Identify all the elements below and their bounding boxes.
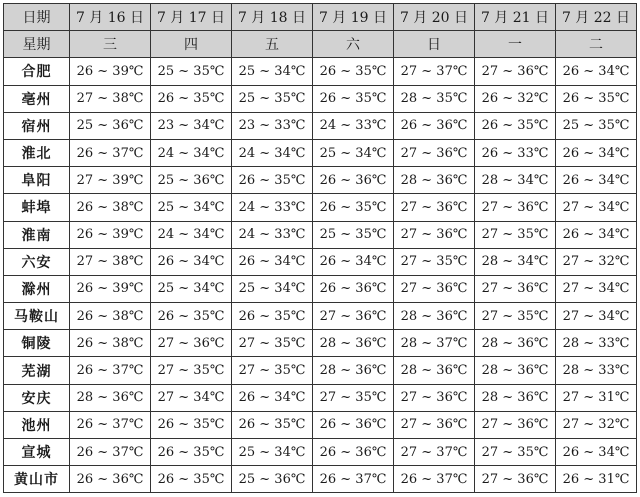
- temperature-cell: 26 ~ 35℃: [313, 194, 394, 221]
- weekday-header-cell: 五: [232, 31, 313, 58]
- temperature-cell: 27 ~ 35℃: [232, 330, 313, 357]
- temperature-cell: 26 ~ 35℃: [313, 85, 394, 112]
- temperature-cell: 26 ~ 35℃: [151, 85, 232, 112]
- temperature-cell: 25 ~ 34℃: [313, 139, 394, 166]
- table-row: [4, 384, 637, 411]
- temperature-cell: 26 ~ 34℃: [556, 167, 637, 194]
- temperature-cell: 25 ~ 35℃: [313, 221, 394, 248]
- temperature-cell: 27 ~ 36℃: [475, 411, 556, 438]
- temperature-cell: 27 ~ 35℃: [475, 221, 556, 248]
- temperature-cell: 28 ~ 36℃: [313, 357, 394, 384]
- temperature-cell: 27 ~ 34℃: [556, 303, 637, 330]
- temperature-cell: 28 ~ 33℃: [556, 357, 637, 384]
- city-name-cell: 滁州: [4, 275, 70, 302]
- temperature-cell: 26 ~ 35℃: [232, 303, 313, 330]
- temperature-cell: 27 ~ 32℃: [556, 248, 637, 275]
- forecast-table: [3, 3, 637, 493]
- temperature-cell: 24 ~ 34℃: [232, 139, 313, 166]
- temperature-cell: 27 ~ 38℃: [70, 248, 151, 275]
- date-header-cell: 7 月 19 日: [313, 4, 394, 31]
- date-header-cell: 7 月 20 日: [394, 4, 475, 31]
- temperature-cell: 26 ~ 35℃: [475, 112, 556, 139]
- temperature-cell: 27 ~ 35℃: [475, 303, 556, 330]
- temperature-cell: 28 ~ 36℃: [475, 384, 556, 411]
- temperature-cell: 25 ~ 34℃: [151, 194, 232, 221]
- table-row: [4, 85, 637, 112]
- temperature-cell: 27 ~ 31℃: [556, 384, 637, 411]
- temperature-cell: 27 ~ 36℃: [313, 303, 394, 330]
- temperature-cell: 26 ~ 34℃: [151, 248, 232, 275]
- table-row: [4, 275, 637, 302]
- temperature-cell: 25 ~ 36℃: [232, 466, 313, 493]
- table-row: [4, 303, 637, 330]
- weekday-header-cell: 四: [151, 31, 232, 58]
- date-header-cell: 7 月 18 日: [232, 4, 313, 31]
- temperature-cell: 27 ~ 35℃: [232, 357, 313, 384]
- temperature-cell: 26 ~ 36℃: [394, 112, 475, 139]
- temperature-cell: 28 ~ 36℃: [394, 167, 475, 194]
- temperature-cell: 25 ~ 36℃: [151, 167, 232, 194]
- table-row: [4, 248, 637, 275]
- temperature-cell: 26 ~ 35℃: [151, 411, 232, 438]
- temperature-cell: 26 ~ 38℃: [70, 330, 151, 357]
- temperature-cell: 27 ~ 36℃: [475, 194, 556, 221]
- temperature-cell: 28 ~ 34℃: [475, 167, 556, 194]
- temperature-cell: 26 ~ 32℃: [475, 85, 556, 112]
- temperature-cell: 25 ~ 36℃: [70, 112, 151, 139]
- weekday-label: 星期: [4, 31, 70, 58]
- table-row: [4, 194, 637, 221]
- temperature-cell: 26 ~ 38℃: [70, 303, 151, 330]
- temperature-cell: 26 ~ 33℃: [475, 139, 556, 166]
- temperature-cell: 26 ~ 35℃: [232, 167, 313, 194]
- temperature-cell: 25 ~ 35℃: [556, 112, 637, 139]
- city-name-cell: 安庆: [4, 384, 70, 411]
- temperature-cell: 27 ~ 36℃: [394, 275, 475, 302]
- temperature-cell: 25 ~ 35℃: [232, 85, 313, 112]
- temperature-cell: 28 ~ 37℃: [394, 330, 475, 357]
- table-row: [4, 357, 637, 384]
- temperature-cell: 26 ~ 35℃: [556, 85, 637, 112]
- temperature-cell: 27 ~ 34℃: [556, 275, 637, 302]
- temperature-cell: 27 ~ 36℃: [394, 221, 475, 248]
- temperature-cell: 26 ~ 34℃: [556, 58, 637, 85]
- city-name-cell: 淮南: [4, 221, 70, 248]
- temperature-cell: 25 ~ 34℃: [232, 439, 313, 466]
- temperature-cell: 27 ~ 38℃: [70, 85, 151, 112]
- date-header-cell: 7 月 21 日: [475, 4, 556, 31]
- weekday-header-cell: 三: [70, 31, 151, 58]
- temperature-cell: 25 ~ 34℃: [232, 58, 313, 85]
- temperature-cell: 25 ~ 35℃: [151, 58, 232, 85]
- temperature-cell: 26 ~ 36℃: [313, 439, 394, 466]
- temperature-cell: 26 ~ 38℃: [70, 194, 151, 221]
- temperature-cell: 26 ~ 31℃: [556, 466, 637, 493]
- temperature-cell: 26 ~ 36℃: [313, 411, 394, 438]
- city-name-cell: 阜阳: [4, 167, 70, 194]
- temperature-cell: 27 ~ 37℃: [394, 439, 475, 466]
- temperature-cell: 27 ~ 34℃: [556, 194, 637, 221]
- temperature-cell: 28 ~ 36℃: [475, 330, 556, 357]
- temperature-cell: 26 ~ 35℃: [151, 466, 232, 493]
- temperature-cell: 28 ~ 36℃: [313, 330, 394, 357]
- table-row: [4, 221, 637, 248]
- temperature-cell: 26 ~ 34℃: [556, 139, 637, 166]
- weekday-header-cell: 日: [394, 31, 475, 58]
- table-row: [4, 330, 637, 357]
- city-name-cell: 宿州: [4, 112, 70, 139]
- city-name-cell: 宣城: [4, 439, 70, 466]
- temperature-cell: 26 ~ 36℃: [313, 167, 394, 194]
- temperature-cell: 27 ~ 36℃: [394, 139, 475, 166]
- temperature-cell: 28 ~ 35℃: [394, 85, 475, 112]
- table-body: [4, 58, 637, 493]
- temperature-cell: 26 ~ 35℃: [232, 411, 313, 438]
- temperature-cell: 26 ~ 37℃: [313, 466, 394, 493]
- temperature-cell: 27 ~ 35℃: [313, 384, 394, 411]
- temperature-cell: 27 ~ 34℃: [151, 384, 232, 411]
- city-name-cell: 黄山市: [4, 466, 70, 493]
- weekday-header-cell: 六: [313, 31, 394, 58]
- city-name-cell: 蚌埠: [4, 194, 70, 221]
- table-row: [4, 139, 637, 166]
- date-header-row: [4, 4, 637, 31]
- temperature-cell: 26 ~ 35℃: [151, 439, 232, 466]
- table-row: [4, 58, 637, 85]
- weekday-header-cell: 一: [475, 31, 556, 58]
- date-header-cell: 7 月 16 日: [70, 4, 151, 31]
- temperature-cell: 26 ~ 37℃: [70, 357, 151, 384]
- temperature-cell: 26 ~ 34℃: [556, 221, 637, 248]
- city-name-cell: 马鞍山: [4, 303, 70, 330]
- temperature-cell: 26 ~ 34℃: [232, 384, 313, 411]
- weekday-header-row: [4, 31, 637, 58]
- table-row: [4, 466, 637, 493]
- temperature-cell: 26 ~ 37℃: [70, 411, 151, 438]
- city-name-cell: 芜湖: [4, 357, 70, 384]
- temperature-cell: 26 ~ 34℃: [313, 248, 394, 275]
- temperature-cell: 28 ~ 33℃: [556, 330, 637, 357]
- temperature-cell: 27 ~ 36℃: [475, 466, 556, 493]
- temperature-cell: 27 ~ 39℃: [70, 167, 151, 194]
- temperature-cell: 23 ~ 34℃: [151, 112, 232, 139]
- temperature-cell: 28 ~ 36℃: [475, 357, 556, 384]
- city-name-cell: 六安: [4, 248, 70, 275]
- city-name-cell: 池州: [4, 411, 70, 438]
- date-header-cell: 7 月 22 日: [556, 4, 637, 31]
- temperature-cell: 27 ~ 36℃: [475, 275, 556, 302]
- temperature-cell: 26 ~ 36℃: [70, 466, 151, 493]
- table-row: [4, 112, 637, 139]
- temperature-cell: 28 ~ 36℃: [70, 384, 151, 411]
- temperature-cell: 27 ~ 32℃: [556, 411, 637, 438]
- corner-label: 日期: [4, 4, 70, 31]
- temperature-cell: 26 ~ 37℃: [70, 439, 151, 466]
- temperature-cell: 26 ~ 39℃: [70, 275, 151, 302]
- temperature-cell: 28 ~ 36℃: [394, 357, 475, 384]
- temperature-cell: 26 ~ 37℃: [394, 466, 475, 493]
- temperature-cell: 27 ~ 36℃: [151, 330, 232, 357]
- temperature-cell: 26 ~ 36℃: [313, 275, 394, 302]
- temperature-cell: 27 ~ 37℃: [394, 58, 475, 85]
- temperature-cell: 26 ~ 39℃: [70, 221, 151, 248]
- temperature-cell: 26 ~ 35℃: [313, 58, 394, 85]
- temperature-cell: 26 ~ 34℃: [232, 248, 313, 275]
- city-name-cell: 淮北: [4, 139, 70, 166]
- temperature-cell: 25 ~ 34℃: [232, 275, 313, 302]
- table-row: [4, 167, 637, 194]
- city-name-cell: 亳州: [4, 85, 70, 112]
- weekday-header-cell: 二: [556, 31, 637, 58]
- city-name-cell: 合肥: [4, 58, 70, 85]
- temperature-cell: 27 ~ 36℃: [394, 411, 475, 438]
- temperature-cell: 26 ~ 34℃: [556, 439, 637, 466]
- temperature-cell: 24 ~ 34℃: [151, 139, 232, 166]
- temperature-cell: 27 ~ 36℃: [394, 194, 475, 221]
- temperature-cell: 27 ~ 36℃: [475, 58, 556, 85]
- temperature-cell: 24 ~ 34℃: [151, 221, 232, 248]
- temperature-cell: 25 ~ 34℃: [151, 275, 232, 302]
- temperature-cell: 27 ~ 35℃: [475, 439, 556, 466]
- temperature-cell: 27 ~ 35℃: [394, 248, 475, 275]
- temperature-cell: 27 ~ 35℃: [151, 357, 232, 384]
- temperature-cell: 23 ~ 33℃: [232, 112, 313, 139]
- temperature-cell: 26 ~ 35℃: [151, 303, 232, 330]
- temperature-cell: 26 ~ 37℃: [70, 139, 151, 166]
- temperature-cell: 27 ~ 36℃: [394, 384, 475, 411]
- date-header-cell: 7 月 17 日: [151, 4, 232, 31]
- table-header: [4, 4, 637, 58]
- temperature-cell: 24 ~ 33℃: [232, 194, 313, 221]
- temperature-cell: 26 ~ 39℃: [70, 58, 151, 85]
- table-row: [4, 439, 637, 466]
- temperature-cell: 24 ~ 33℃: [313, 112, 394, 139]
- temperature-cell: 28 ~ 34℃: [475, 248, 556, 275]
- table-row: [4, 411, 637, 438]
- temperature-cell: 28 ~ 36℃: [394, 303, 475, 330]
- city-name-cell: 铜陵: [4, 330, 70, 357]
- temperature-cell: 24 ~ 33℃: [232, 221, 313, 248]
